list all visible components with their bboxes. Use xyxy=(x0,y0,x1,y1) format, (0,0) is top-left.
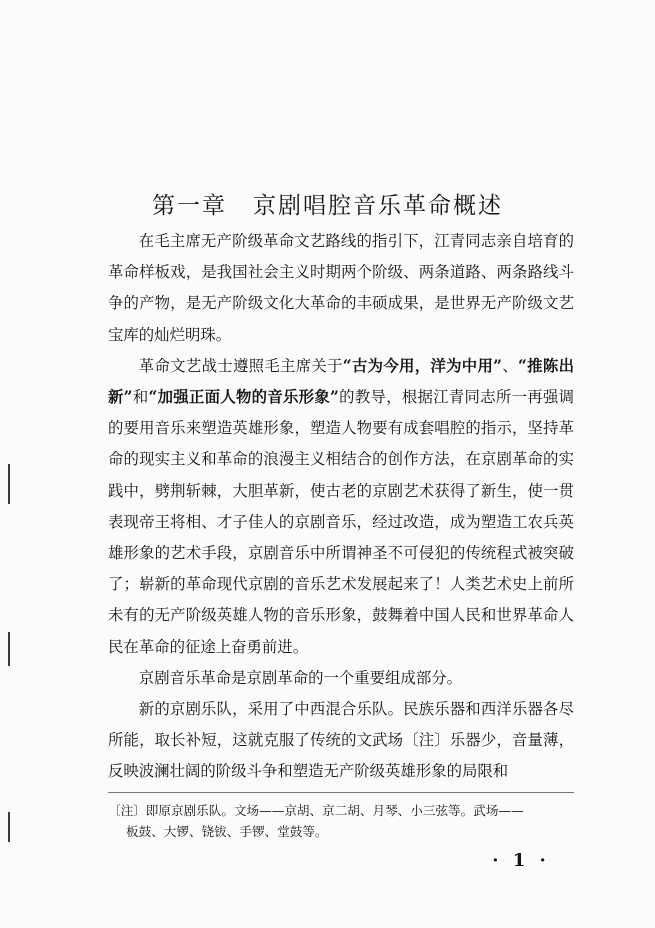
paragraph xyxy=(108,694,574,788)
text-run: 新的京剧乐队，采用了中西混合乐队。民族乐器和西洋乐器各尽所能，取长补短，这就克服了传统的文武场〔注〕乐器少，音量薄，反映波澜壮阔的阶级斗争和塑造无产阶级英雄形象的局限和 xyxy=(108,700,574,781)
emphasized-quote: “推陈出新” xyxy=(108,356,574,407)
text-run: 革命文艺战士遵照毛主席关于 xyxy=(138,356,343,375)
page-number: · 1 · xyxy=(492,850,550,871)
text-run: 京剧音乐革命是京剧革命的一个重要组成部分。 xyxy=(138,668,463,687)
text-run: 和 xyxy=(132,388,149,407)
paragraph xyxy=(108,663,574,694)
scan-edge-mark xyxy=(8,632,10,666)
emphasized-quote: “古为今用，洋为中用” xyxy=(342,356,503,375)
scan-edge-mark xyxy=(8,464,10,504)
text-run: 、 xyxy=(502,356,519,375)
footnote xyxy=(108,800,574,842)
text-run: 在毛主席无产阶级革命文艺路线的指引下，江青同志亲自培育的革命样板戏，是我国社会主义时期两个阶级、两条道路、两条路线斗争的产物，是无产阶级文化大革命的丰硕成果，是世界无产阶级文艺宝库的灿烂明珠。 xyxy=(108,232,574,344)
scan-edge-mark xyxy=(8,812,10,842)
text-run: 的教导，根据江青同志所一再强调的要用音乐来塑造英雄形象，塑造人物要有成套唱腔的指示，坚持革命的现实主义和革命的浪漫主义相结合的创作方法，在京剧革命的实践中，劈荆斩棘，大胆革新，使古老的京剧艺术获得了新生，使一贯表现帝王将相、才子佳人的京剧音乐，经过改造，成为塑造工农兵英雄形象的艺术手段，京剧音乐中所谓神圣不可侵犯的传统程式被突破了；崭新的革命现代京剧的音乐艺术发展起来了！人类艺术史上前所未有的无产阶级英雄人物的音乐形象，鼓舞着中国人民和世界革命人民在革命的征途上奋勇前进。 xyxy=(108,388,574,656)
emphasized-quote: “加强正面人物的音乐形象” xyxy=(148,388,339,407)
chapter-number: 第一章 xyxy=(152,193,227,220)
chapter-heading xyxy=(0,187,655,220)
paragraph xyxy=(108,226,574,351)
footnote-divider xyxy=(108,792,574,793)
footnote-line-1: 〔注〕即原京剧乐队。文场——京胡、京二胡、月琴、小三弦等。武场—— xyxy=(108,803,524,818)
chapter-title: 京剧唱腔音乐革命概述 xyxy=(253,193,503,220)
body-text xyxy=(108,226,574,788)
footnote-line-2: 板鼓、大锣、铙钹、手锣、堂鼓等。 xyxy=(126,824,328,839)
paragraph xyxy=(108,351,574,663)
